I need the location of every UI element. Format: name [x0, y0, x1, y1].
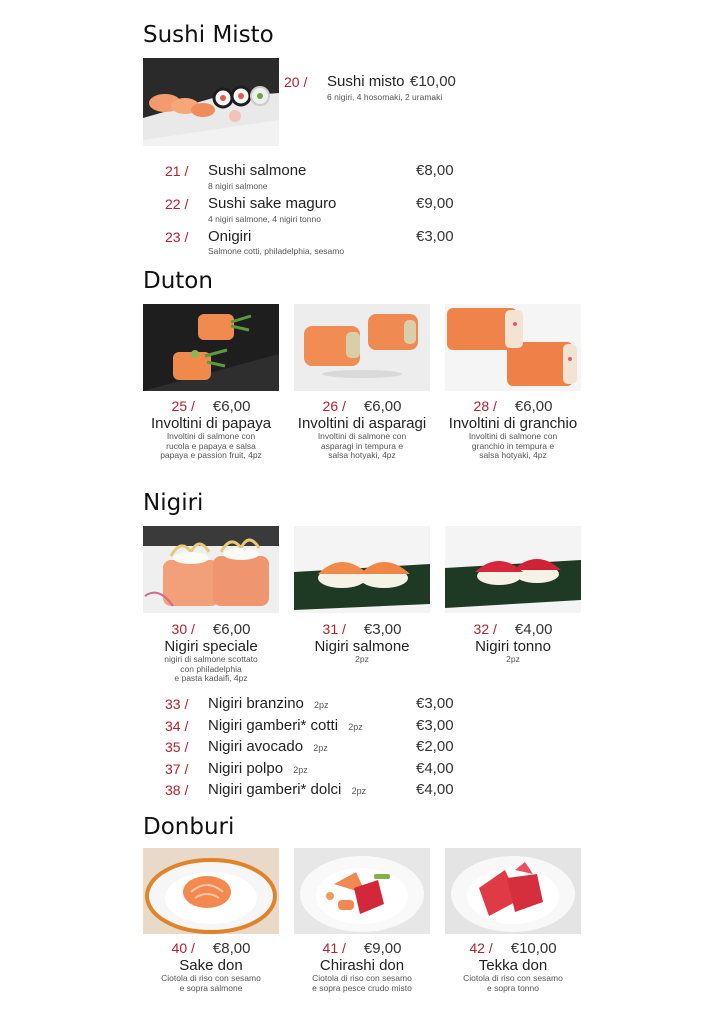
list-item-number: 21 /	[165, 163, 189, 179]
list-item	[0, 760, 724, 780]
card-number: 25 /	[171, 398, 195, 414]
card-price: €6,00	[212, 398, 251, 415]
card-number: 30 /	[171, 621, 195, 637]
card-price: €8,00	[212, 940, 251, 957]
card-number: 40 /	[171, 940, 195, 956]
list-item-name: Onigiri	[208, 228, 252, 245]
card-price: €6,00	[514, 398, 553, 415]
photo-nigiri-speciale	[143, 526, 279, 613]
card-number: 31 /	[322, 621, 346, 637]
menu-card	[438, 940, 588, 993]
list-item-name: Nigiri gamberi* cotti 2pz	[208, 717, 363, 734]
card-desc: nigiri di salmone scottato	[164, 654, 258, 664]
list-item-desc: Salmone cotti, philadelphia, sesamo	[208, 246, 345, 256]
card-name: Nigiri tonno	[475, 638, 551, 655]
menu-card	[136, 621, 286, 684]
list-item-price: €9,00	[416, 195, 454, 212]
list-item-price: €8,00	[416, 162, 454, 179]
card-desc: Involtini di salmone con	[317, 431, 407, 441]
card-desc: 2pz	[506, 654, 520, 664]
card-price: €10,00	[510, 940, 557, 957]
card-desc: Ciotola di riso con sesamo	[463, 973, 563, 983]
card-desc: asparagi in tempura e	[320, 440, 404, 451]
photo-sake-don	[143, 848, 279, 934]
card-desc: Involtini di salmone con	[468, 431, 558, 441]
card-price: €6,00	[212, 621, 251, 638]
list-item	[0, 738, 724, 758]
list-item-number: 23 /	[165, 229, 189, 245]
photo-chirashi-don	[294, 848, 430, 934]
list-item-number: 38 /	[165, 782, 189, 798]
photo-sushi-misto	[143, 58, 279, 146]
list-item-price: €4,00	[416, 760, 454, 777]
card-price: €3,00	[363, 621, 402, 638]
card-number: 42 /	[469, 940, 493, 956]
section-title-sushi-misto: Sushi Misto	[143, 22, 274, 48]
list-item-name: Nigiri polpo 2pz	[208, 760, 308, 777]
list-item-number: 37 /	[165, 761, 189, 777]
list-item-number: 22 /	[165, 196, 189, 212]
list-item	[0, 781, 724, 801]
list-item-number: 34 /	[165, 718, 189, 734]
photo-nigiri-salmone	[294, 526, 430, 613]
section-title-nigiri: Nigiri	[143, 490, 204, 516]
list-item	[0, 695, 724, 715]
card-desc: Ciotola di riso con sesamo	[161, 973, 261, 983]
card-number: 32 /	[473, 621, 497, 637]
list-item-price: €2,00	[416, 738, 454, 755]
list-item-name: Nigiri branzino 2pz	[208, 695, 329, 712]
card-name: Sake don	[179, 957, 243, 974]
photo-nigiri-tonno	[445, 526, 581, 613]
list-item-number: 33 /	[165, 696, 189, 712]
menu-card	[438, 621, 588, 665]
card-price: €9,00	[363, 940, 402, 957]
card-desc: granchio in tempura e	[471, 440, 555, 451]
card-name: Chirashi don	[319, 957, 405, 974]
photo-involtini-papaya	[143, 304, 279, 391]
card-desc: e pasta kadaifi, 4pz	[174, 673, 248, 683]
featured-price: €10,00	[410, 73, 456, 90]
card-number: 28 /	[473, 398, 497, 414]
list-item-desc: 4 nigiri salmone, 4 nigiri tonno	[208, 214, 321, 224]
menu-card	[287, 940, 437, 993]
menu-card	[136, 398, 286, 461]
photo-tekka-don	[445, 848, 581, 934]
card-desc: rucola e papaya e salsa	[166, 440, 256, 451]
card-desc: Involtini di salmone con	[166, 431, 256, 441]
card-desc: e sopra salmone	[179, 982, 243, 993]
list-item-price: €3,00	[416, 717, 454, 734]
card-desc: e sopra pesce crudo misto	[312, 982, 412, 993]
card-price: €6,00	[363, 398, 402, 415]
photo-involtini-asparagi	[294, 304, 430, 391]
card-desc: Ciotola di riso con sesamo	[312, 973, 412, 983]
menu-card	[136, 940, 286, 993]
featured-name: Sushi misto	[327, 73, 405, 90]
card-desc: salsa hotyaki, 4pz	[328, 450, 396, 460]
list-item	[0, 717, 724, 737]
featured-desc: 6 nigiri, 4 hosomaki, 2 uramaki	[327, 92, 443, 102]
list-item-price: €4,00	[416, 781, 454, 798]
card-price: €4,00	[514, 621, 553, 638]
list-item-name: Nigiri avocado 2pz	[208, 738, 328, 755]
card-name: Nigiri salmone	[314, 638, 410, 655]
photo-involtini-granchio	[445, 304, 581, 391]
list-item-desc: 8 nigiri salmone	[208, 181, 268, 191]
list-item-name: Nigiri gamberi* dolci 2pz	[208, 781, 367, 798]
section-title-duton: Duton	[143, 268, 213, 294]
card-number: 26 /	[322, 398, 346, 414]
list-item-name: Sushi sake maguro	[208, 195, 337, 212]
card-desc: 2pz	[355, 654, 369, 664]
card-desc: e sopra tonno	[487, 982, 539, 993]
section-title-donburi: Donburi	[143, 814, 235, 840]
card-name: Nigiri speciale	[164, 638, 258, 655]
menu-card	[438, 398, 588, 461]
menu-card	[287, 398, 437, 461]
card-desc: salsa hotyaki, 4pz	[479, 450, 547, 460]
card-name: Involtini di granchio	[448, 415, 578, 432]
card-name: Involtini di asparagi	[297, 415, 427, 432]
card-name: Tekka don	[478, 957, 548, 974]
featured-number: 20 /	[284, 74, 308, 90]
list-item-number: 35 /	[165, 739, 189, 755]
card-desc: con philadelphia	[180, 663, 242, 674]
menu-card	[287, 621, 437, 665]
list-item-price: €3,00	[416, 695, 454, 712]
card-number: 41 /	[322, 940, 346, 956]
list-item-price: €3,00	[416, 228, 454, 245]
card-name: Involtini di papaya	[150, 415, 272, 432]
card-desc: papaya e passion fruit, 4pz	[160, 450, 262, 460]
list-item-name: Sushi salmone	[208, 162, 307, 179]
